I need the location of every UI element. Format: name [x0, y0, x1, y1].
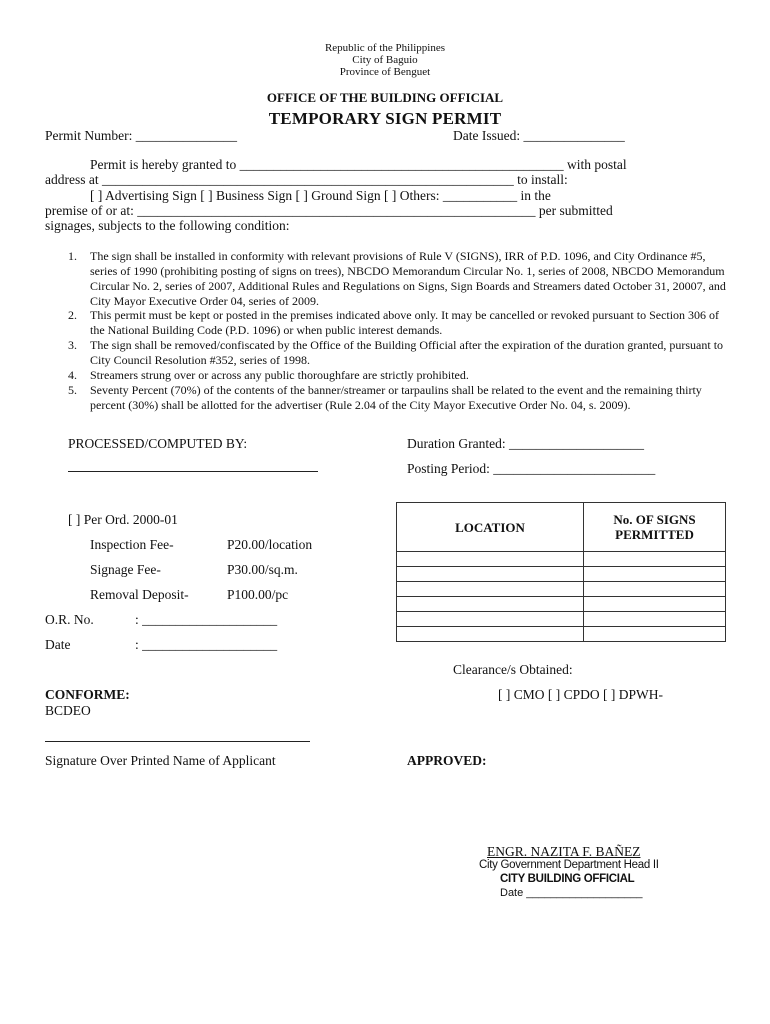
condition-number: 3. — [68, 338, 77, 352]
location-cell[interactable] — [397, 582, 584, 597]
removal-deposit-label: Removal Deposit- — [90, 587, 189, 602]
location-cell[interactable] — [397, 552, 584, 567]
bcdeo-label: BCDEO — [45, 703, 91, 718]
table-row — [397, 597, 726, 612]
or-number-label: O.R. No. — [45, 612, 94, 627]
location-header: LOCATION — [397, 503, 584, 552]
republic-line: Republic of the Philippines — [324, 42, 446, 54]
grant-line-2: address at _____________________________________________________________ to install: — [45, 172, 568, 187]
processed-by-line[interactable] — [68, 471, 318, 472]
grant-line-5: signages, subjects to the following condition: — [45, 218, 290, 233]
signs-cell[interactable] — [584, 552, 726, 567]
official-position: City Government Department Head II — [479, 859, 659, 871]
table-row — [397, 582, 726, 597]
grant-line-1: Permit is hereby granted to ________________________________________________ with postal — [90, 157, 627, 172]
sign-type-options[interactable]: [ ] Advertising Sign [ ] Business Sign [ ] Ground Sign [ ] Others: ___________ in the — [90, 188, 551, 203]
posting-period-field[interactable]: Posting Period: ________________________ — [407, 461, 656, 476]
signs-cell[interactable] — [584, 612, 726, 627]
clearance-options[interactable]: [ ] CMO [ ] CPDO [ ] DPWH- — [498, 687, 663, 702]
official-name: ENGR. NAZITA F. BAÑEZ — [487, 844, 641, 859]
location-cell[interactable] — [397, 567, 584, 582]
applicant-signature-line[interactable] — [45, 741, 310, 742]
page-title: TEMPORARY SIGN PERMIT — [268, 109, 502, 128]
condition-text: Seventy Percent (70%) of the contents of the banner/streamer or tarpaulins shall be related to the event and the remaining thirty percent (30%) shall be allotted for the advertiser (Rule 2.04 of the City Mayor Executive Order No. 04, s. 2009). — [90, 383, 702, 412]
location-cell[interactable] — [397, 612, 584, 627]
removal-deposit-value: P100.00/pc — [227, 587, 289, 602]
fee-date-label: Date — [45, 637, 71, 652]
condition-text: This permit must be kept or posted in the premises indicated above only. It may be cancelled or revoked pursuant to Section 306 of the National Building Code (P.D. 1096) or when public interest demands. — [90, 308, 720, 337]
inspection-fee-label: Inspection Fee- — [90, 537, 174, 552]
signs-header-line1: No. OF SIGNS — [613, 512, 696, 527]
permit-number-field[interactable]: Permit Number: _______________ — [45, 128, 237, 143]
official-office: CITY BUILDING OFFICIAL — [500, 873, 635, 885]
table-row — [397, 567, 726, 582]
signs-permitted-header — [584, 503, 726, 552]
condition-text: Streamers strung over or across any public thoroughfare are strictly prohibited. — [90, 368, 469, 382]
condition-text: The sign shall be removed/confiscated by the Office of the Building Official after the expiration of the duration granted, pursuant to City Council Resolution #352, series of 1998. — [90, 338, 724, 367]
signs-cell[interactable] — [584, 567, 726, 582]
location-table — [396, 502, 726, 642]
clearance-label: Clearance/s Obtained: — [453, 662, 573, 677]
signs-header-line2: PERMITTED — [615, 527, 694, 542]
signs-cell[interactable] — [584, 582, 726, 597]
approval-date-field[interactable]: Date ___________________ — [500, 887, 643, 899]
signature-caption: Signature Over Printed Name of Applicant — [45, 753, 276, 768]
province-line: Province of Benguet — [339, 66, 431, 78]
table-row — [397, 627, 726, 642]
location-cell[interactable] — [397, 627, 584, 642]
condition-number: 5. — [68, 383, 77, 397]
duration-granted-field[interactable]: Duration Granted: ____________________ — [407, 436, 644, 451]
location-cell[interactable] — [397, 597, 584, 612]
city-line: City of Baguio — [352, 54, 418, 66]
condition-number: 4. — [68, 368, 77, 382]
date-issued-field[interactable]: Date Issued: _______________ — [453, 128, 625, 143]
condition-text: The sign shall be installed in conformity with relevant provisions of Rule V (SIGNS), IRR of P.D. 1096, and City Ordinance #5, series of 1990 (prohibiting posting of signs on trees), NBCDO Memorandum Circular No. 1, series of 2008, NBCDO Memorandum Circular No. 2, series of 2007, Additional Rules and Regulations on Signs, Sign Boards and Streamers dated October 31, 20007, and City Mayor Executive Order 04, series of 2009. — [90, 249, 726, 308]
grant-line-4: premise of or at: ___________________________________________________________ per submitted — [45, 203, 613, 218]
table-row — [397, 612, 726, 627]
or-number-field[interactable]: : ____________________ — [135, 612, 278, 627]
office-title: OFFICE OF THE BUILDING OFFICIAL — [266, 90, 504, 105]
signage-fee-value: P30.00/sq.m. — [227, 562, 298, 577]
signage-fee-label: Signage Fee- — [90, 562, 161, 577]
table-row — [397, 552, 726, 567]
signs-cell[interactable] — [584, 627, 726, 642]
fee-date-field[interactable]: : ____________________ — [135, 637, 278, 652]
signs-cell[interactable] — [584, 597, 726, 612]
condition-number: 1. — [68, 249, 77, 263]
ordinance-checkbox[interactable]: [ ] Per Ord. 2000-01 — [68, 512, 178, 527]
approved-label: APPROVED: — [407, 753, 487, 768]
inspection-fee-value: P20.00/location — [227, 537, 313, 552]
conforme-label: CONFORME: — [45, 687, 130, 702]
processed-label: PROCESSED/COMPUTED BY: — [68, 436, 248, 451]
condition-number: 2. — [68, 308, 77, 322]
